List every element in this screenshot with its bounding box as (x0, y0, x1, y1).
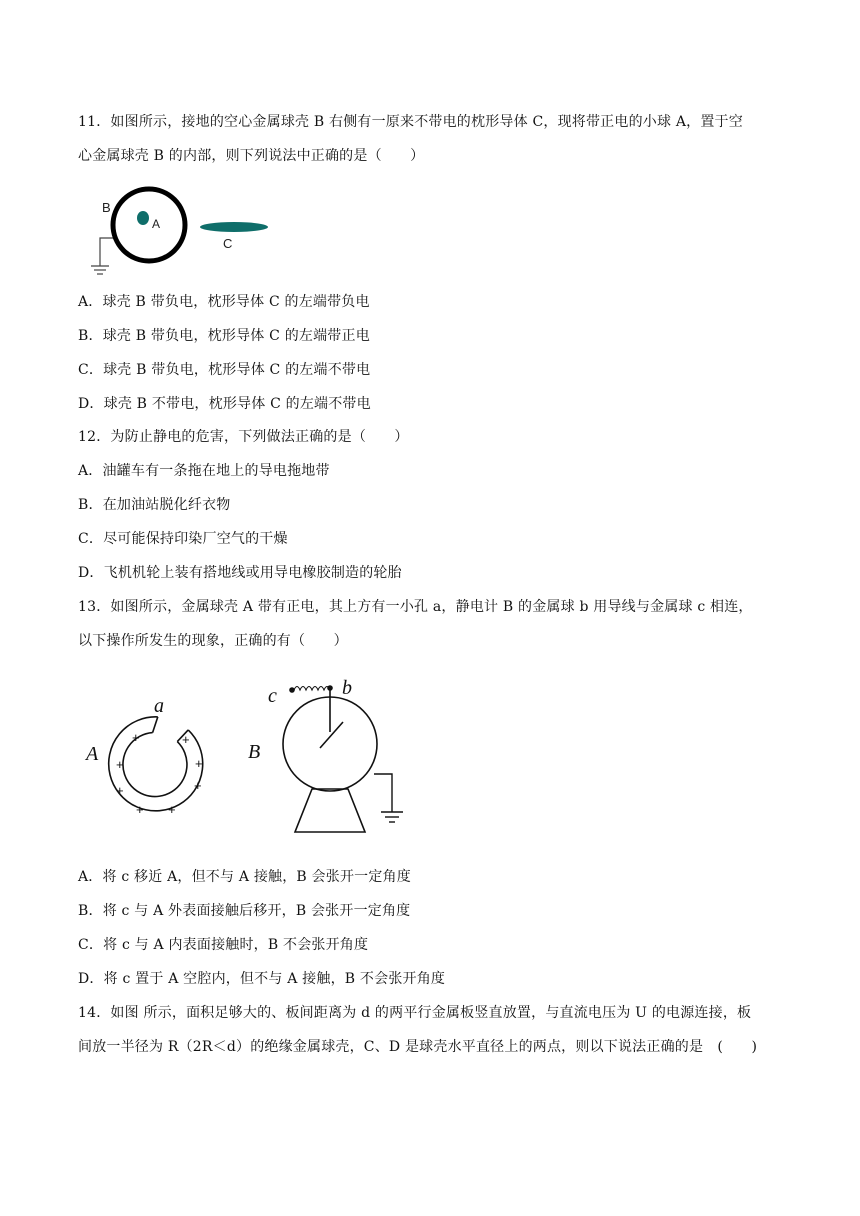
q12-stem: 12．为防止静电的危害，下列做法正确的是（ ） (78, 429, 409, 445)
metal-ball-c (289, 687, 295, 693)
label-ball-c: c (268, 685, 277, 707)
q13-stem-line2: 以下操作所发生的现象，正确的有（ ） (78, 633, 348, 649)
q11-option-c: C．球壳 B 带负电，枕形导体 C 的左端不带电 (78, 362, 371, 378)
q11-option-b: B．球壳 B 带负电，枕形导体 C 的左端带正电 (78, 328, 370, 344)
plus-charge: + (194, 778, 202, 793)
plus-charge: + (182, 732, 190, 747)
label-shell-a: A (86, 743, 99, 765)
plus-charge: + (116, 783, 124, 798)
q14-stem-line2: 间放一半径为 R（2R＜d）的绝缘金属球壳，C、D 是球壳水平直径上的两点，则以下说法正确的是 ( ) (78, 1039, 758, 1055)
q11-option-d: D．球壳 B 不带电，枕形导体 C 的左端不带电 (78, 396, 371, 412)
label-a: A (152, 217, 161, 231)
label-hole-a: a (154, 695, 164, 717)
charged-ball-a (137, 211, 149, 225)
q13-stem-line1: 13．如图所示，金属球壳 A 带有正电，其上方有一小孔 a，静电计 B 的金属球 b 用导线与金属球 c 相连， (78, 599, 753, 615)
plus-charge: + (132, 730, 140, 745)
ground-wire (374, 774, 392, 812)
label-ball-b: b (342, 677, 352, 699)
q13-option-d: D．将 c 置于 A 空腔内，但不与 A 接触，B 不会张开角度 (78, 971, 446, 987)
ground-wire (100, 238, 114, 266)
q12-option-d: D．飞机机轮上装有搭地线或用导电橡胶制造的轮胎 (78, 565, 402, 581)
q11-stem-line2: 心金属球壳 B 的内部，则下列说法中正确的是（ ） (78, 148, 425, 164)
q13-figure (80, 672, 420, 842)
q12-option-b: B．在加油站脱化纤衣物 (78, 497, 231, 513)
metal-shell-b (113, 189, 185, 261)
pillow-conductor-c (200, 222, 268, 232)
label-b: B (102, 200, 111, 215)
connecting-wire-coil (294, 687, 330, 691)
q13-option-c: C．将 c 与 A 内表面接触时，B 不会张开角度 (78, 937, 369, 953)
plus-charge: + (168, 802, 176, 817)
electroscope-needle (320, 722, 343, 748)
label-electroscope-b: B (248, 741, 261, 763)
plus-charge: + (136, 802, 144, 817)
q11-option-a: A．球壳 B 带负电，枕形导体 C 的左端带负电 (78, 294, 370, 310)
q12-option-a: A．油罐车有一条拖在地上的导电拖地带 (78, 463, 330, 479)
plus-charge: + (116, 757, 124, 772)
q11-stem-line1: 11．如图所示，接地的空心金属球壳 B 右侧有一原来不带电的枕形导体 C，现将带正电的小球 A，置于空 (78, 114, 743, 130)
electroscope-stand (295, 789, 365, 832)
q12-option-c: C．尽可能保持印染厂空气的干燥 (78, 531, 288, 547)
label-c: C (223, 236, 233, 251)
q11-figure (88, 178, 278, 282)
q13-option-a: A．将 c 移近 A，但不与 A 接触，B 会张开一定角度 (78, 869, 411, 885)
q14-stem-line1: 14．如图 所示，面积足够大的、板间距离为 d 的两平行金属板竖直放置，与直流电压为 U 的电源连接，板 (78, 1005, 752, 1021)
q13-option-b: B．将 c 与 A 外表面接触后移开，B 会张开一定角度 (78, 903, 411, 919)
plus-charge: + (195, 756, 203, 771)
shell-a-gap-left (153, 717, 158, 733)
